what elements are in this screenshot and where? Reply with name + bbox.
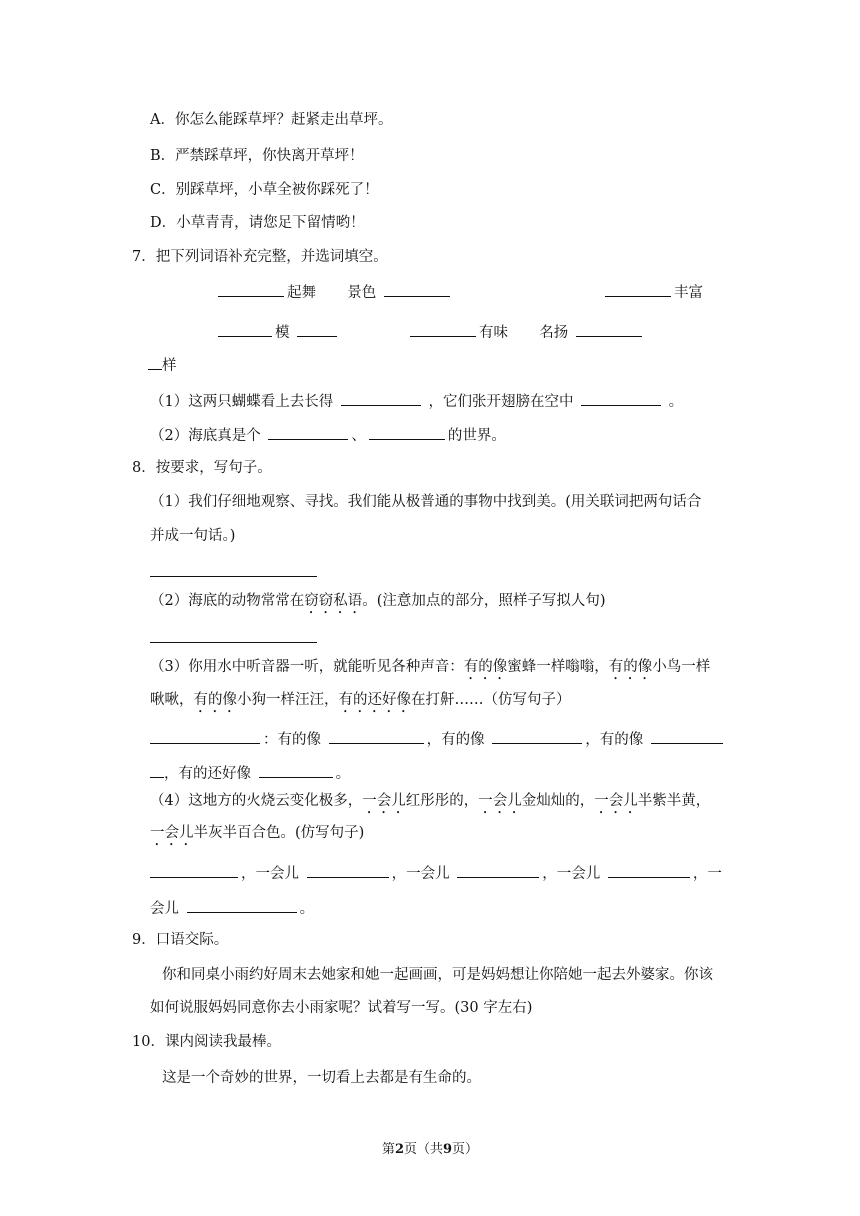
dotted-emphasis: 有的像 <box>463 659 508 675</box>
sentence-text: 蜜蜂一样嗡嗡， <box>507 659 609 675</box>
answer-blank[interactable] <box>218 322 272 337</box>
answer-blank[interactable] <box>581 391 661 406</box>
sentence-text: ，有的还好像 <box>164 766 251 782</box>
q9-title: 9．口语交际。 <box>132 932 229 948</box>
q8-p4-fill-line1 <box>150 863 722 884</box>
q8-title: 8．按要求，写句子。 <box>132 460 272 476</box>
dotted-emphasis: 一会儿 <box>594 793 638 809</box>
word-youwei: 有味 <box>479 325 508 341</box>
answer-blank[interactable] <box>268 425 348 440</box>
q7-sentence-2 <box>150 425 506 446</box>
sentence-text: 。(注意加点的部分，照样子写拟人句) <box>362 593 606 609</box>
word-qiwu: 起舞 <box>287 285 316 301</box>
q8-p2 <box>150 591 606 617</box>
sentence-text: 啾啾， <box>150 692 194 708</box>
sentence-text: 。 <box>668 394 684 410</box>
word-fengfu: 丰富 <box>674 285 703 301</box>
option-c: C．别踩草坪，小草全被你踩死了！ <box>150 182 379 198</box>
sentence-text: 红彤彤的， <box>405 793 479 809</box>
sentence-text: （1）这两只蝴蝶看上去长得 <box>150 394 334 410</box>
sentence-text: ，有的像 <box>585 732 644 748</box>
answer-blank[interactable] <box>218 282 284 297</box>
sentence-text: 的世界。 <box>447 428 506 444</box>
q9-line2: 如何说服妈妈同意你去小雨家呢？试着写一写。(30 字左右) <box>150 1000 533 1016</box>
answer-blank[interactable] <box>150 763 164 778</box>
word-mo: 模 <box>275 325 290 341</box>
sentence-text: 金灿灿的， <box>521 793 595 809</box>
page-footer <box>0 1138 860 1157</box>
q7-word-row-2a <box>218 322 340 343</box>
dotted-emphasis: 有的像 <box>193 692 237 708</box>
sentence-text: 。 <box>299 901 315 917</box>
answer-blank[interactable] <box>608 863 690 878</box>
footer-text: 第 <box>381 1142 395 1157</box>
q8-p4-fill-line2 <box>150 898 314 919</box>
q8-p3-fill-line2 <box>150 763 350 784</box>
word-mingyang: 名扬 <box>539 325 569 341</box>
answer-line[interactable] <box>150 576 317 577</box>
answer-blank[interactable] <box>329 729 424 744</box>
sentence-text: 小狗一样汪汪， <box>237 692 339 708</box>
sentence-text: （4）这地方的火烧云变化极多， <box>150 793 363 809</box>
word-jingse: 景色 <box>347 285 377 301</box>
page-number: 2 <box>394 1142 404 1157</box>
q7-word-row-1b <box>605 282 703 303</box>
sentence-text: ，一会儿 <box>241 866 299 882</box>
q8-p3-fill-line1 <box>150 729 726 750</box>
q10-title: 10．课内阅读我最棒。 <box>132 1034 281 1050</box>
q8-p1-line2: 并成一句话。) <box>150 528 236 544</box>
q7-title: 7．把下列词语补充完整，并选词填空。 <box>132 249 388 265</box>
q8-p3-line1 <box>150 657 710 683</box>
sentence-text: 半灰半百合色。(仿写句子) <box>193 825 365 841</box>
sentence-text: 半紫半黄， <box>637 793 711 809</box>
q7-word-row-1a <box>218 282 453 303</box>
option-b: B．严禁踩草坪，你快离开草坪！ <box>150 148 364 164</box>
option-d: D．小草青青，请您足下留情哟！ <box>150 215 365 231</box>
sentence-text: ，它们张开翅膀在空中 <box>428 394 574 410</box>
total-pages: 9 <box>443 1142 453 1157</box>
q7-sentence-1 <box>150 391 683 412</box>
dotted-emphasis: 一会儿 <box>150 825 194 841</box>
answer-blank[interactable] <box>259 763 333 778</box>
answer-blank[interactable] <box>148 355 162 370</box>
q8-p3-line2 <box>150 690 571 716</box>
sentence-text: 。 <box>335 766 351 782</box>
q7-word-row-3 <box>148 355 177 376</box>
answer-blank[interactable] <box>297 322 337 337</box>
answer-blank[interactable] <box>384 282 450 297</box>
answer-blank[interactable] <box>307 863 389 878</box>
q8-p4-line2 <box>150 823 364 849</box>
dotted-emphasis: 一会儿 <box>362 793 406 809</box>
answer-blank[interactable] <box>492 729 582 744</box>
q9-line1: 你和同桌小雨约好周末去她家和她一起画画，可是妈妈想让你陪她一起去外婆家。你该 <box>162 967 713 983</box>
answer-blank[interactable] <box>187 898 297 913</box>
dotted-emphasis: 窃窃私语 <box>304 593 363 609</box>
sentence-text: 会儿 <box>150 901 179 917</box>
answer-line[interactable] <box>150 642 317 643</box>
answer-blank[interactable] <box>410 322 476 337</box>
footer-text: 页（共 <box>403 1142 443 1157</box>
answer-blank[interactable] <box>369 425 445 440</box>
sentence-text: ，一 <box>692 866 722 882</box>
footer-text: 页） <box>452 1142 479 1157</box>
sentence-text: 小鸟一样 <box>652 659 711 675</box>
answer-blank[interactable] <box>457 863 539 878</box>
sentence-text: 在打鼾……（仿写句子） <box>411 692 571 708</box>
q7-word-row-2b <box>410 322 645 343</box>
dotted-emphasis: 有的还好像 <box>338 692 411 708</box>
answer-blank[interactable] <box>651 729 723 744</box>
q8-p1-line1: （1）我们仔细地观察、寻找。我们能从极普通的事物中找到美。(用关联词把两句话合 <box>150 494 702 510</box>
answer-blank[interactable] <box>150 729 260 744</box>
answer-blank[interactable] <box>576 322 642 337</box>
dotted-emphasis: 一会儿 <box>478 793 522 809</box>
sentence-text: ，一会儿 <box>391 866 450 882</box>
answer-blank[interactable] <box>150 863 238 878</box>
sentence-text: 、 <box>351 428 366 444</box>
word-yang: 样 <box>162 358 177 374</box>
answer-blank[interactable] <box>341 391 421 406</box>
sentence-text: （2）海底的动物常常在 <box>150 593 305 609</box>
sentence-text: （2）海底真是个 <box>150 428 261 444</box>
answer-blank[interactable] <box>605 282 671 297</box>
q10-line1: 这是一个奇妙的世界，一切看上去都是有生命的。 <box>162 1070 481 1086</box>
sentence-text: ：有的像 <box>263 732 321 748</box>
sentence-text: ，一会儿 <box>542 866 601 882</box>
sentence-text: （3）你用水中听音器一听，就能听见各种声音： <box>150 659 464 675</box>
q8-p4-line1 <box>150 791 710 817</box>
option-a: A．你怎么能踩草坪？赶紧走出草坪。 <box>150 112 393 128</box>
dotted-emphasis: 有的像 <box>608 659 653 675</box>
sentence-text: ，有的像 <box>426 732 485 748</box>
